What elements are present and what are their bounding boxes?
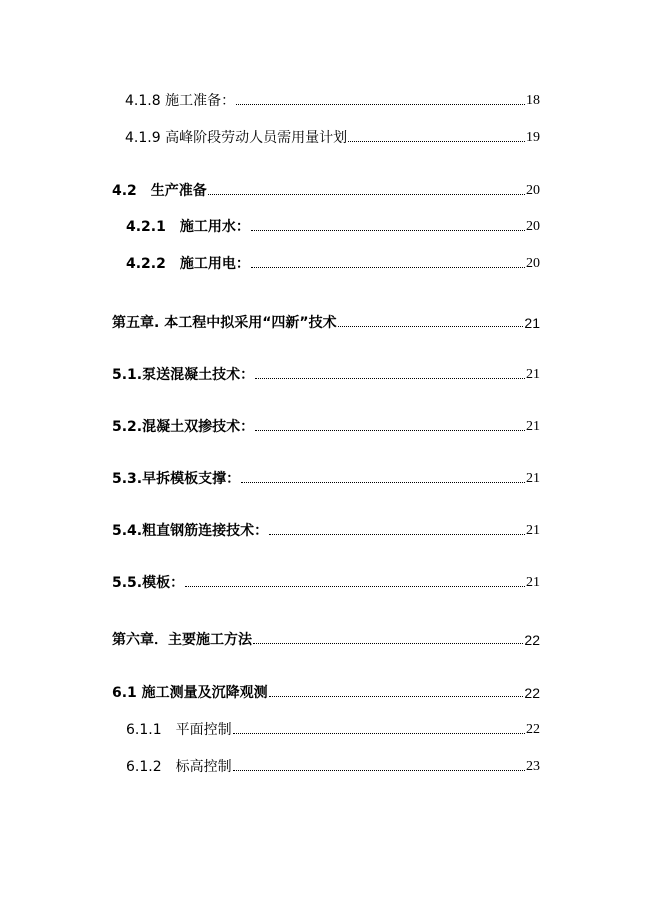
dot-leader <box>253 641 523 644</box>
toc-entry-label: 4.2.2 施工用电： <box>126 256 250 272</box>
dot-leader <box>255 428 525 431</box>
toc-entry-4-2-2[interactable] <box>126 257 540 271</box>
toc-page-number: 19 <box>526 130 540 145</box>
dot-leader <box>338 324 524 327</box>
dot-leader <box>241 480 525 483</box>
dot-leader <box>269 532 525 535</box>
dot-leader <box>233 731 525 734</box>
toc-page-number: 23 <box>526 759 540 774</box>
toc-entry-chapter-6[interactable] <box>112 633 540 647</box>
toc-entry-label: 5.5.模板： <box>112 575 185 591</box>
dot-leader <box>251 265 525 268</box>
toc-entry-chapter-5[interactable] <box>112 316 540 330</box>
toc-entry-4-1-9[interactable] <box>125 131 540 145</box>
toc-entry-5-4[interactable] <box>112 524 540 538</box>
toc-entry-5-2[interactable] <box>112 420 540 434</box>
toc-entry-label: 4.2.1 施工用水： <box>126 219 250 235</box>
toc-entry-4-1-8[interactable] <box>125 94 540 108</box>
toc-entry-label: 6.1 施工测量及沉降观测 <box>112 685 268 701</box>
toc-page-number: 21 <box>526 523 540 538</box>
toc-page-number: 21 <box>526 575 540 590</box>
toc-entry-6-1-1[interactable] <box>126 723 540 737</box>
toc-entry-5-3[interactable] <box>112 472 540 486</box>
toc-entry-label: 第五章. 本工程中拟采用“四新”技术 <box>112 315 337 331</box>
toc-entry-label: 5.3.早拆模板支撑： <box>112 471 241 487</box>
toc-page-number: 22 <box>526 722 540 737</box>
dot-leader <box>185 584 525 587</box>
toc-page-number: 20 <box>526 183 540 198</box>
toc-page-number: 22 <box>524 632 540 648</box>
toc-page-number: 18 <box>526 93 540 108</box>
dot-leader <box>255 376 525 379</box>
dot-leader <box>233 768 525 771</box>
toc-page-number: 21 <box>526 419 540 434</box>
toc-entry-label: 5.2.混凝土双掺技术： <box>112 419 255 435</box>
toc-entry-label: 5.4.粗直钢筋连接技术： <box>112 523 269 539</box>
dot-leader <box>269 694 524 697</box>
toc-entry-6-1[interactable] <box>112 686 540 700</box>
toc-entry-label: 6.1.2 标高控制 <box>126 759 232 775</box>
dot-leader <box>236 102 525 105</box>
toc-entry-5-1[interactable] <box>112 368 540 382</box>
toc-entry-6-1-2[interactable] <box>126 760 540 774</box>
dot-leader <box>251 228 525 231</box>
toc-entry-label: 5.1.泵送混凝土技术： <box>112 367 255 383</box>
toc-entry-label: 第六章．主要施工方法 <box>112 632 252 648</box>
dot-leader <box>348 139 525 142</box>
toc-page-number: 20 <box>526 219 540 234</box>
toc-entry-4-2[interactable] <box>112 184 540 198</box>
toc-page-number: 22 <box>524 685 540 701</box>
toc-entry-label: 4.1.9 高峰阶段劳动人员需用量计划 <box>125 130 348 146</box>
toc-page-number: 21 <box>524 315 540 331</box>
toc-page-number: 21 <box>526 471 540 486</box>
toc-entry-label: 4.1.8 施工准备： <box>125 93 236 109</box>
toc-entry-label: 6.1.1 平面控制 <box>126 722 232 738</box>
toc-entry-label: 4.2 生产准备 <box>112 183 207 199</box>
toc-page-number: 21 <box>526 367 540 382</box>
toc-entry-5-5[interactable] <box>112 576 540 590</box>
toc-entry-4-2-1[interactable] <box>126 220 540 234</box>
dot-leader <box>208 192 525 195</box>
toc-page-number: 20 <box>526 256 540 271</box>
